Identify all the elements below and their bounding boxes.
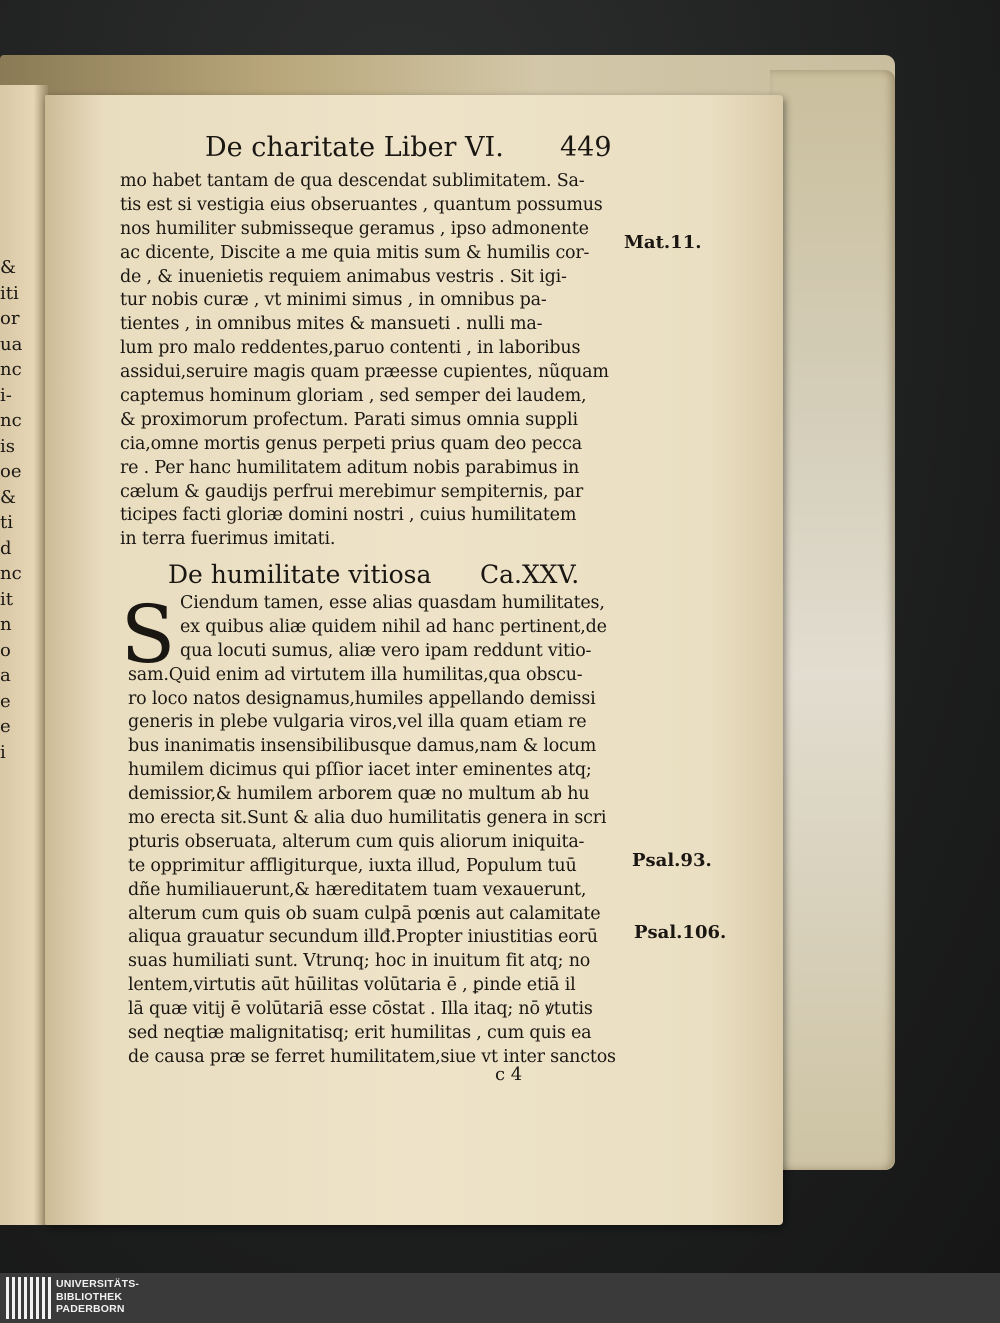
paragraph-2-line: dñe humiliauerunt,& hæreditatem tuam vexauerunt, <box>128 879 587 900</box>
facing-page-letter: e <box>0 716 11 737</box>
paragraph-2-line: bus inanimatis insensibilibusque damus,nam & locum <box>128 736 597 757</box>
library-line-1: UNIVERSITÄTS- <box>56 1278 140 1290</box>
facing-page-letter: it <box>0 588 13 610</box>
paragraph-2-line: de causa præ se ferret humilitatem,siue vt inter sanctos <box>128 1046 616 1067</box>
chapter-heading <box>168 560 628 596</box>
running-head-title: De charitate Liber VI. <box>205 132 504 163</box>
page-number: 449 <box>560 132 612 163</box>
facing-page-edge <box>0 85 48 1225</box>
facing-page-letter: iti <box>0 282 19 304</box>
paragraph-1-line: & proximorum profectum. Parati simus omnia suppli <box>120 409 578 430</box>
facing-page-letter: a <box>0 665 11 686</box>
marginal-note-psal-93: Psal.93. <box>632 850 712 871</box>
drop-capital: S <box>120 588 176 681</box>
paragraph-1-line: re . Per hanc humilitatem aditum nobis parabimus in <box>120 457 580 478</box>
paragraph-1-line: in terra fuerimus imitati. <box>120 529 336 550</box>
chapter-title: De humilitate vitiosa <box>168 560 432 589</box>
facing-page-letter: n <box>0 614 12 635</box>
paragraph-1-line: ticipes facti gloriæ domini nostri , cuius humilitatem <box>120 505 577 526</box>
paragraph-1-line: tur nobis curæ , vt minimi simus , in omnibus pa- <box>120 290 547 311</box>
paragraph-2-line: qua locuti sumus, aliæ vero ipam reddunt vitio- <box>180 640 592 661</box>
facing-page-letter: d <box>0 537 12 559</box>
paragraph-2-line: lentem,virtutis aūt hūilitas volūtaria ē , ꝑinde etiā il <box>128 975 576 996</box>
paragraph-2-line: demissior,& humilem arborem quæ no multum ab hu <box>128 784 590 805</box>
paragraph-2-line: suas humiliati sunt. Vtrunq; hoc in inuitum fit atq; no <box>128 951 591 972</box>
library-line-3: PADERBORN <box>56 1303 125 1315</box>
facing-page-letter: nc <box>0 410 22 431</box>
paragraph-1-line: cia,omne mortis genus perpeti prius quam deo pecca <box>120 433 582 454</box>
paragraph-2-line: lā quæ vitij ē volūtariā esse cōstat . Illa itaq; nō ꝟtutis <box>128 999 593 1020</box>
facing-page-letter: ua <box>0 333 23 355</box>
paragraph-1-line: captemus hominum gloriam , sed semper dei laudem, <box>120 386 587 407</box>
paragraph-2-line: alterum cum quis ob suam culpā pœnis aut calamitate <box>128 903 601 924</box>
library-line-2: BIBLIOTHEK <box>56 1290 123 1303</box>
chapter-number: Ca.XXV. <box>480 560 580 589</box>
paragraph-2-line: aliqua grauatur secundum illđ.Propter iniustitias eorū <box>128 927 598 948</box>
facing-page-letter: ti <box>0 512 13 533</box>
book-cover-edge <box>770 70 895 1170</box>
facing-page-letters <box>0 255 23 765</box>
paragraph-2-line: sam.Quid enim ad virtutem illa humilitas,qua obscu- <box>128 664 583 685</box>
facing-page-letter: or <box>0 308 20 329</box>
paragraph-2-line: Ciendum tamen, esse alias quasdam humilitates, <box>180 593 605 613</box>
library-logo-text <box>56 1278 256 1316</box>
paragraph-1-line: de , & inuenietis requiem animabus vestris . Sit igi- <box>120 266 567 287</box>
facing-page-letter: e <box>0 690 11 712</box>
paragraph-1-line: tientes , in omnibus mites & mansueti . nulli ma- <box>120 314 543 335</box>
facing-page-letter: o <box>0 639 11 661</box>
signature-mark: c 4 <box>495 1064 523 1085</box>
paragraph-1-line: assidui,seruire magis quam præesse cupientes, nũquam <box>120 362 609 383</box>
paragraph-2-line: ex quibus aliæ quidem nihil ad hanc pertinent,de <box>180 616 607 637</box>
facing-page-letter: i- <box>0 384 12 406</box>
paragraph-1-line: nos humiliter submisseque geramus , ipso admonente <box>120 218 589 239</box>
marginal-note-psal-106: Psal.106. <box>634 922 727 943</box>
marginal-note-mat: Mat.11. <box>624 232 702 253</box>
facing-page-letter: is <box>0 435 15 457</box>
paragraph-1-line: mo habet tantam de qua descendat sublimitatem. Sa- <box>120 171 585 191</box>
paragraph-2-line: humilem dicimus qui pſſior iacet inter eminentes atq; <box>128 760 592 781</box>
facing-page-letter: nc <box>0 563 22 584</box>
paragraph-2 <box>128 592 633 1070</box>
running-head <box>205 132 625 163</box>
library-logo-icon <box>6 1277 51 1319</box>
paragraph-2-line: pturis obseruata, alterum cum quis aliorum iniquita- <box>128 831 585 852</box>
facing-page-letter: & <box>0 486 17 508</box>
facing-page-letter: oe <box>0 461 22 482</box>
facing-page-letter: & <box>0 257 17 278</box>
facing-page-letter: i <box>0 741 6 763</box>
paragraph-1-line: tis est si vestigia eius obseruantes , quantum possumus <box>120 194 603 215</box>
paragraph-1-line: lum pro malo reddentes,paruo contenti , in laboribus <box>120 338 581 359</box>
paragraph-1 <box>120 170 630 552</box>
paragraph-2-line: generis in plebe vulgaria viros,vel illa quam etiam re <box>128 712 587 733</box>
paragraph-1-line: cælum & gaudijs perfrui merebimur sempiternis, par <box>120 481 584 502</box>
facing-page-letter: nc <box>0 359 22 380</box>
paragraph-1-line: ac dicente, Discite a me quia mitis sum & humilis cor- <box>120 242 590 263</box>
paragraph-2-line: sed neqtiæ malignitatisq; erit humilitas , cum quis ea <box>128 1023 592 1044</box>
paragraph-2-line: mo erecta sit.Sunt & alia duo humilitatis genera in scri <box>128 808 607 829</box>
paragraph-2-line: te opprimitur affligiturque, iuxta illud, Populum tuū <box>128 855 577 876</box>
paragraph-2-line: ro loco natos designamus,humiles appellando demissi <box>128 688 596 709</box>
footer-bar <box>0 1273 1000 1323</box>
